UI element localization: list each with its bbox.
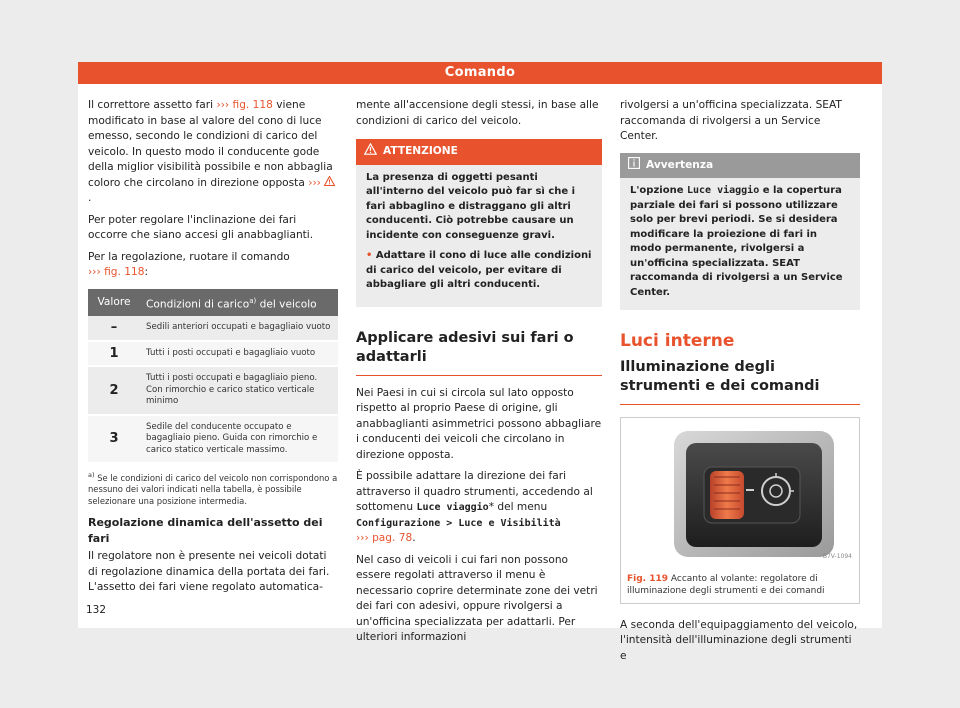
warning-header — [356, 139, 602, 165]
cell-text: Tutti i posti occupati e bagagliaio pieno. Con rimorchio e carico statico verticale minimo — [140, 366, 338, 415]
text: * del menu — [488, 501, 548, 513]
footnote-mark: a) — [88, 471, 95, 480]
regulation-paragraph — [88, 250, 338, 281]
table-row — [88, 341, 338, 367]
text: e la copertura parziale dei fari si possono utilizzare solo per brevi periodi. Se si desidera modificare la proiezione di fari in modo permanente, rivolgersi a un'officina specializzata. SEAT raccomanda di rivolgersi a un Service Center. — [630, 185, 843, 298]
header-value: Valore — [88, 289, 140, 317]
cell-text: Sedile del conducente occupato e bagagliaio pieno. Guida con rimorchio e carico statico verticale massimo. — [140, 415, 338, 464]
column-right — [620, 98, 860, 670]
text: Se le condizioni di carico del veicolo non corrispondono a nessuno dei valori indicati nella tabella, è possibile selezionare una posizione intermedia. — [88, 472, 338, 506]
fig-118-link[interactable]: ››› fig. 118 — [216, 99, 273, 111]
caption-text: Accanto al volante: regolatore di illuminazione degli strumenti e dei comandi — [627, 573, 825, 596]
menu-luce-viaggio: Luce viaggio — [416, 502, 489, 513]
warning-text: La presenza di oggetti pesanti all'interno del veicolo può far sì che i fari abbaglino e distraggano gli altri conducenti. Ciò potrebbe causare un incidente con conseguenze gravi. — [366, 171, 576, 241]
cell-value: 2 — [88, 366, 140, 415]
note-header — [620, 153, 860, 179]
dimmer-control-image — [624, 421, 856, 567]
fig-118-link-2[interactable]: ››› fig. 118 — [88, 266, 145, 278]
dimmer-illustration — [624, 421, 856, 567]
menu-configurazione: Configurazione > Luce e Visibilità — [356, 517, 561, 529]
page-78-link[interactable]: ››› pag. 78 — [356, 532, 413, 544]
figure-119 — [620, 417, 860, 604]
dynamic-heading: Regolazione dinamica dell'assetto dei fari — [88, 516, 323, 545]
dynamic-paragraph: Il regolatore non è presente nei veicoli dotati di regolazione dinamica della portata dei fari. L'assetto dei fari viene regolato automatica- — [88, 550, 330, 594]
continued-paragraph: mente all'accensione degli stessi, in base alle condizioni di carico del veicolo. — [356, 99, 599, 127]
note-body — [620, 178, 860, 310]
paragraph-1: Nei Paesi in cui si circola sul lato opposto rispetto al proprio Paese di origine, gli anabbaglianti asimmetrici possono abbagliare i conducenti dei veicoli che circolano in direzione opposta. — [356, 386, 602, 461]
note-title: Avvertenza — [646, 158, 714, 171]
note-box — [620, 153, 860, 311]
chapter-title: Luci interne — [620, 331, 735, 351]
cell-value: – — [88, 316, 140, 341]
warning-title: ATTENZIONE — [383, 145, 458, 157]
paragraph-3: Nel caso di veicoli i cui fari non possono essere regolati attraverso il menu è necessario coprire determinate zone dei vetri dei fari con adesivi, oppure rivolgersi a un'officina specializzata per adattarli. Per ulteriori informazioni — [356, 553, 598, 643]
warning-triangle-icon — [364, 143, 377, 161]
text: viene modificato in base al valore del cono di luce emesso, secondo le condizioni di carico del veicolo. In questo modo il conducente gode della miglior visibilità possibile e non abbaglia coloro che circolano in direzione opposta — [88, 99, 333, 189]
headlight-paragraph: Per poter regolare l'inclinazione dei fari occorre che siano accesi gli anabbaglianti. — [88, 213, 314, 241]
load-table — [88, 289, 338, 465]
text: Adattare il cono di luce alle condizioni di carico del veicolo, per evitare di abbagliare gli altri conducenti. — [366, 250, 592, 290]
intro-paragraph: Il correttore assetto fari ››› fig. 118 viene modificato in base al valore del cono di luce emesso, secondo le condizioni di carico del veicolo. In questo modo il conducente gode della miglior visibilità possibile e non abbaglia coloro che circolano in direzione opposta ››› . — [88, 98, 338, 207]
text: Per la regolazione, ruotare il comando — [88, 250, 290, 263]
page-header: Comando — [78, 62, 882, 84]
continued-paragraph: rivolgersi a un'officina specializzata. SEAT raccomanda di rivolgersi a un Service Center. — [620, 99, 842, 142]
text: L'opzione — [630, 185, 687, 196]
text: È possibile adattare la direzione dei fari attraverso il quadro strumenti, accedendo al sottomenu — [356, 470, 593, 513]
table-row — [88, 366, 338, 415]
column-left — [88, 98, 338, 602]
cell-value: 3 — [88, 415, 140, 464]
table-footnote — [88, 470, 338, 507]
section-title: Applicare adesivi sui fari o adattarli — [356, 329, 602, 376]
cell-value: 1 — [88, 341, 140, 367]
figure-caption — [624, 567, 856, 598]
info-icon — [628, 157, 640, 175]
text: . — [412, 532, 416, 544]
cell-text: Sedili anteriori occupati e bagagliaio vuoto — [140, 316, 338, 341]
text: Il correttore assetto fari — [88, 99, 217, 111]
bullet: • — [366, 250, 373, 261]
warning-box — [356, 139, 602, 307]
cell-text: Tutti i posti occupati e bagagliaio vuoto — [140, 341, 338, 367]
warning-triangle-icon — [324, 177, 335, 189]
figure-code: B7V-1094 — [822, 553, 852, 560]
text: Condizioni di carico — [146, 298, 250, 311]
paragraph-2 — [356, 469, 602, 547]
warning-link[interactable]: ››› — [308, 176, 321, 189]
closing-paragraph: A seconda dell'equipaggiamento del veicolo, l'intensità dell'illuminazione degli strumenti e — [620, 618, 858, 662]
section-title: Illuminazione degli strumenti e dei comandi — [620, 358, 860, 405]
column-middle — [356, 98, 602, 652]
footnote-ref: a) — [249, 296, 257, 305]
text: : — [144, 266, 149, 278]
page-number: 132 — [86, 604, 107, 616]
warning-bullet-item — [366, 249, 592, 293]
table-row — [88, 415, 338, 464]
figure-label: Fig. 119 — [627, 573, 669, 584]
table-row — [88, 316, 338, 341]
warning-body — [356, 165, 602, 307]
header-conditions — [140, 289, 338, 317]
manual-page — [78, 62, 882, 662]
menu-luce-viaggio: Luce viaggio — [686, 185, 760, 196]
text: del veicolo — [256, 298, 317, 311]
